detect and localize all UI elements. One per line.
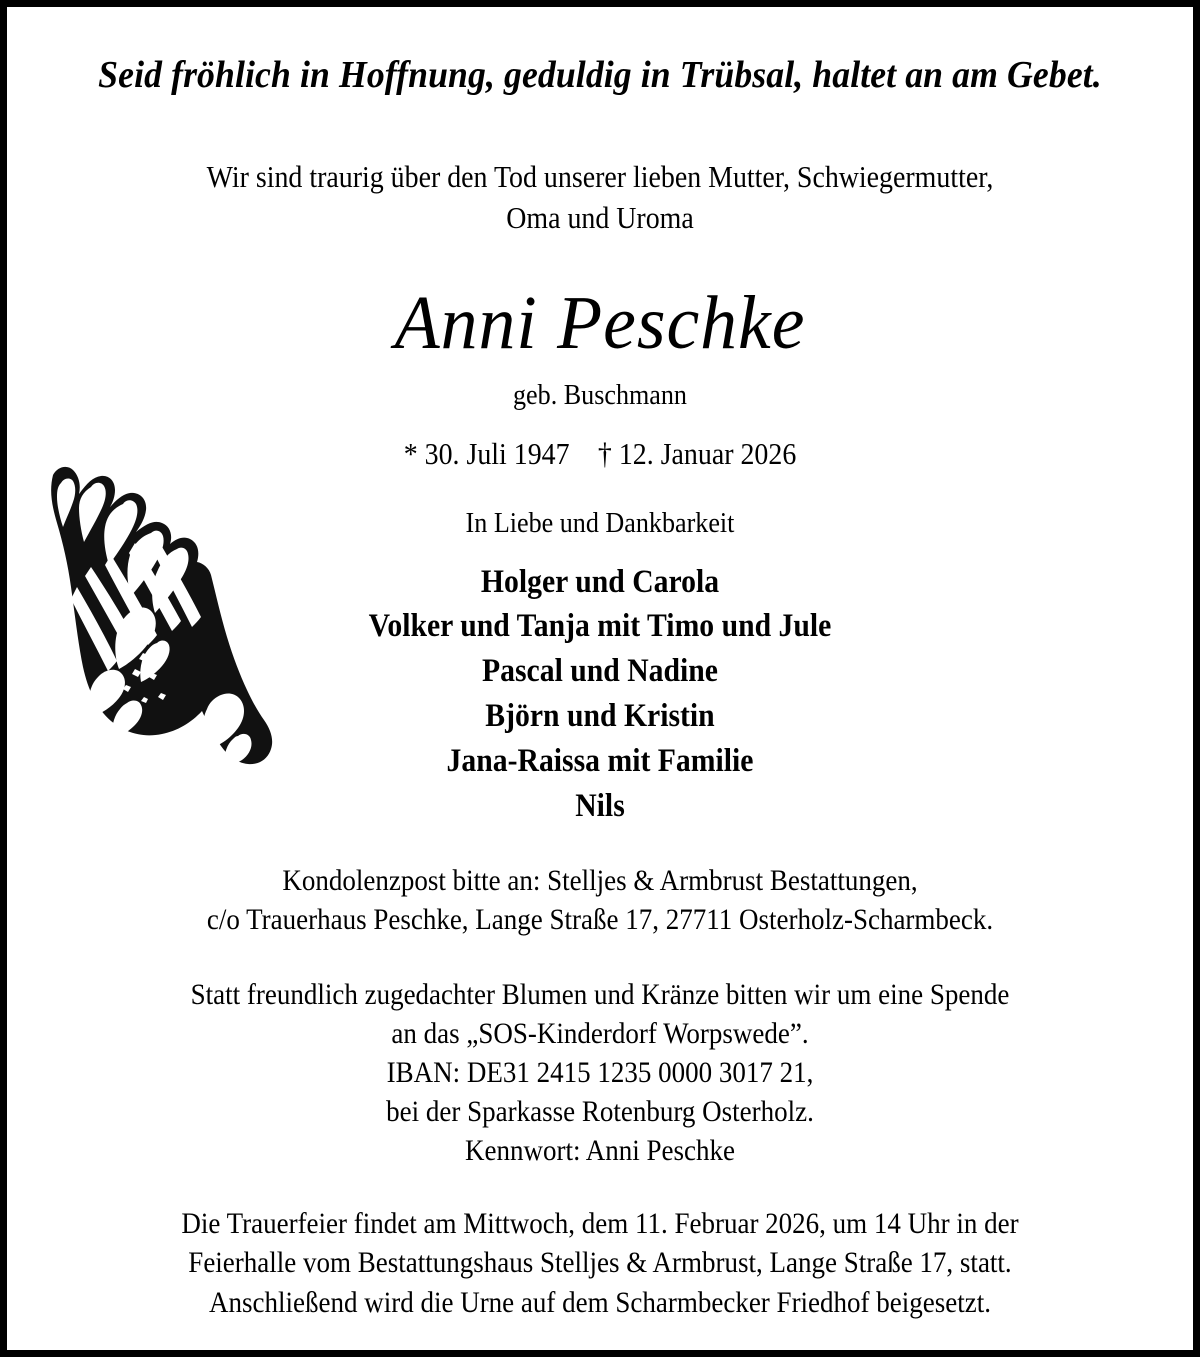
intro-text (66, 97, 1133, 239)
life-dates (66, 410, 1133, 469)
donation-keyword: Kennwort: Anni Peschke (465, 1133, 735, 1167)
condolence-line-1: Kondolenzpost bitte an: Stelljes & Armbrust Bestattungen, (282, 863, 918, 897)
survivor-line: Holger und Carola (480, 563, 720, 600)
survivor-line: Volker und Tanja mit Timo und Jule (368, 608, 832, 645)
donation-line-1: Statt freundlich zugedachter Blumen und Kränze bitten wir um eine Spende (190, 977, 1010, 1011)
death-symbol: † (597, 435, 612, 471)
condolence-line-2: c/o Trauerhaus Peschke, Lange Straße 17, 27711 Osterholz-Scharmbeck. (206, 902, 994, 936)
donation-iban: IBAN: DE31 2415 1235 0000 3017 21, (386, 1055, 814, 1089)
maiden-name: geb. Buschmann (513, 378, 687, 411)
obituary-page (7, 7, 1193, 1350)
verse-line: Seid fröhlich in Hoffnung, geduldig in Trübsal, haltet an am Gebet. (98, 54, 1102, 96)
donation-request (66, 939, 1133, 1170)
birth-date: 30. Juli 1947 (424, 435, 570, 471)
survivor-line: Pascal und Nadine (481, 653, 718, 690)
donation-bank: bei der Sparkasse Rotenburg Osterholz. (386, 1094, 814, 1128)
ceremony-line-1: Die Trauerfeier findet am Mittwoch, dem 11. Februar 2026, um 14 Uhr in der (181, 1206, 1019, 1240)
death-date: 12. Januar 2026 (618, 435, 797, 471)
survivor-line: Björn und Kristin (485, 698, 715, 735)
donation-line-2: an das „SOS-Kinderdorf Worpswede”. (391, 1016, 809, 1050)
deceased-name: Anni Peschke (394, 280, 806, 365)
survivor-line: Nils (575, 787, 625, 824)
ceremony-line-3: Anschließend wird die Urne auf dem Scharmbecker Friedhof beigesetzt. (209, 1286, 991, 1320)
ceremony-details (66, 1170, 1133, 1323)
survivor-line: Jana-Raissa mit Familie (446, 743, 754, 780)
birth-symbol: * (403, 435, 418, 471)
intro-line-2: Oma und Uroma (506, 199, 694, 235)
condolence-address (66, 829, 1133, 939)
dedication-line: In Liebe und Dankbarkeit (465, 506, 735, 539)
survivors-list (66, 538, 1133, 829)
intro-line-1: Wir sind traurig über den Tod unserer lieben Mutter, Schwiegermutter, (206, 158, 994, 194)
ceremony-line-2: Feierhalle vom Bestattungshaus Stelljes & Armbrust, Lange Straße 17, statt. (188, 1246, 1012, 1280)
